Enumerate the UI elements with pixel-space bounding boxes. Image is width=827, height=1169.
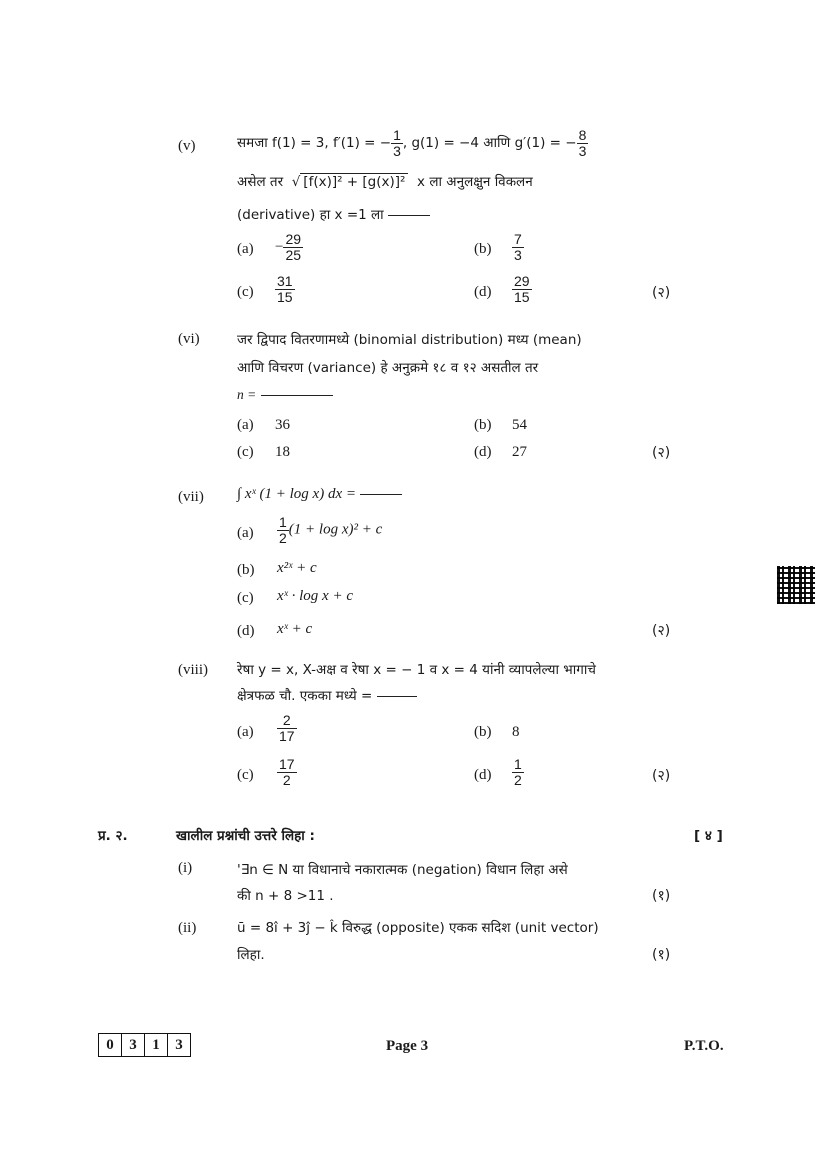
marks: (२) [652,285,671,301]
sqrt-expression: [f(x)]² + [g(x)]² [300,173,408,190]
option-a-value: − $\frac{29}{25}$ [275,231,302,263]
q-viii-label: (viii) [178,662,208,678]
option-d-value: $\frac{29}{15}$ [514,273,530,305]
code-digit: 0 [99,1034,122,1056]
q2-ii-line1: ū = 8î + 3ĵ − k̂ विरुद्ध (opposite) एकक सदिश (unit vector) [237,920,599,936]
q2-marks: [ ४ ] [694,828,723,844]
option-label: (b) [474,241,492,257]
q2-i-line1: '∃n ∈ N या विधानाचे नकारात्मक (negation) विधान लिहा असे [237,862,568,878]
q2-ii-line2: लिहा. [237,947,265,963]
q-v-label: (v) [178,138,196,154]
q-v-line3: (derivative) हा x =1 ला [237,205,430,223]
marks: (१) [652,888,671,904]
option-d-value: 27 [512,444,527,460]
marks: (२) [652,768,671,784]
code-digit: 3 [175,1037,183,1053]
option-b-value: 54 [512,417,527,433]
q2-i-line2: की n + 8 >11 . [237,888,334,904]
option-label: (d) [474,284,492,300]
pto-label: P.T.O. [684,1038,724,1054]
q-vi-line2: आणि विचरण (variance) हे अनुक्रमे १८ व १२ असतील तर [237,360,539,376]
option-label: (c) [237,444,254,460]
option-b-value: $\frac{7}{3}$ [514,231,522,263]
option-label: (c) [237,284,254,300]
q-viii-line2: क्षेत्रफळ चौ. एकका मध्ये = [237,686,417,704]
marks: (२) [652,623,671,639]
option-c-value: 18 [275,444,290,460]
q2-heading: खालील प्रश्नांची उत्तरे लिहा : [176,828,315,844]
option-c-value: $\frac{31}{15}$ [277,273,293,305]
q-vi-line1: जर द्विपाद वितरणामध्ये (binomial distribution) मध्य (mean) [237,332,582,348]
option-a-value: $\frac{1}{2}$ (1 + log x)² + c [279,514,383,546]
option-d-value: xˣ + c [277,621,313,637]
option-label: (c) [237,767,254,783]
option-b-value: x²ˣ + c [277,560,317,576]
option-label: (a) [237,724,254,740]
q2-ii-label: (ii) [178,920,197,936]
option-a-value: $\frac{2}{17}$ [279,712,295,744]
q-vi-label: (vi) [178,331,200,347]
page-number: Page 3 [386,1038,429,1054]
option-d-value: $\frac{1}{2}$ [514,756,522,788]
q2-label: प्र. २. [98,828,128,844]
q-v-line1: समजा f(1) = 3, f′(1) = − $\frac{1}{3}$ , g(1) = −4 आणि g′(1) = − $\frac{8}{3}$ [237,127,587,159]
option-c-value: xˣ · log x + c [277,588,353,604]
code-digit: 3 [122,1034,145,1056]
marks: (१) [652,947,671,963]
q-vii-label: (vii) [178,489,204,505]
option-label: (a) [237,525,254,541]
option-a-value: 36 [275,417,290,433]
option-b-value: 8 [512,724,520,740]
q2-i-label: (i) [178,860,193,876]
option-label: (d) [237,623,255,639]
option-label: (a) [237,417,254,433]
option-label: (b) [474,724,492,740]
option-c-value: $\frac{17}{2}$ [279,756,295,788]
paper-code-box [98,1033,191,1057]
q-viii-line1: रेषा y = x, X-अक्ष व रेषा x = − 1 व x = 4 यांनी व्यापलेल्या भागाचे [237,662,596,678]
option-label: (c) [237,590,254,606]
q-vi-line3: n = [237,387,333,403]
option-label: (b) [237,562,255,578]
option-label: (d) [474,767,492,783]
option-label: (b) [474,417,492,433]
code-digit: 1 [145,1034,168,1056]
qr-code-icon [777,566,815,604]
marks: (२) [652,445,671,461]
option-label: (a) [237,241,254,257]
q-vii-line1: ∫ xˣ (1 + log x) dx = [237,486,402,503]
q-v-line2: असेल तर √ [f(x)]² + [g(x)]² x ला अनुलक्षुन विकलन [237,174,533,190]
option-label: (d) [474,444,492,460]
